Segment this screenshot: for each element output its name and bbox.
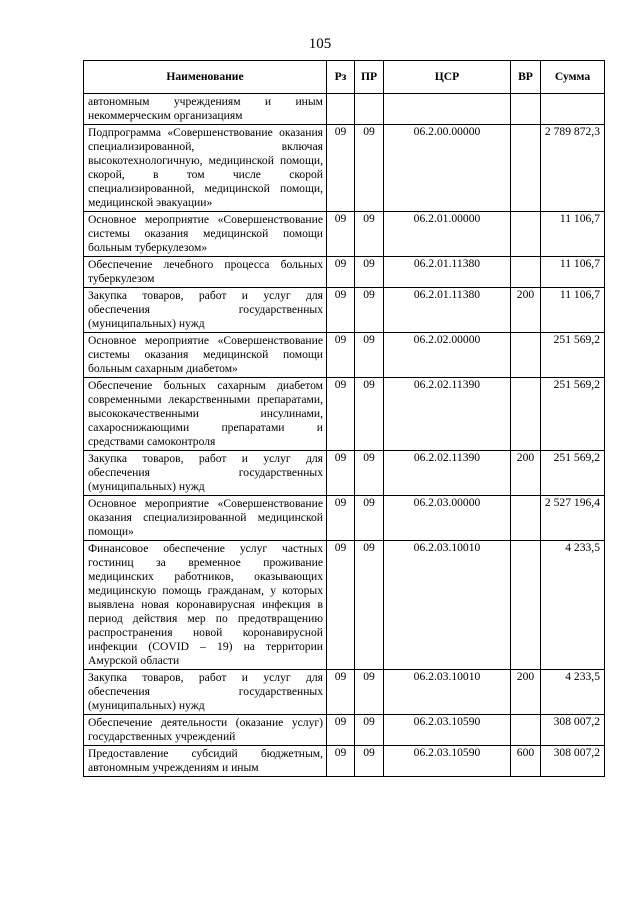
row-sum: 308 007,2 xyxy=(541,715,605,746)
row-pr: 09 xyxy=(355,378,384,451)
row-csr: 06.2.01.11380 xyxy=(384,288,511,333)
row-csr: 06.2.01.00000 xyxy=(384,212,511,257)
row-rz xyxy=(327,94,355,125)
row-csr: 06.2.02.00000 xyxy=(384,333,511,378)
row-pr: 09 xyxy=(355,451,384,496)
row-pr: 09 xyxy=(355,288,384,333)
row-name: Подпрограмма «Совершенствование оказания специализированной, включая высокотехнологичную, медицинской помощи, скорой, в том числе скорой специализированной, медицинской помощи, медицинской эвакуации» xyxy=(84,125,327,212)
row-pr: 09 xyxy=(355,125,384,212)
row-rz: 09 xyxy=(327,212,355,257)
row-pr: 09 xyxy=(355,212,384,257)
row-vr: 600 xyxy=(511,746,541,777)
row-sum: 251 569,2 xyxy=(541,451,605,496)
row-name: Обеспечение лечебного процесса больных туберкулезом xyxy=(84,257,327,288)
header-pr: ПР xyxy=(355,61,384,94)
row-vr xyxy=(511,333,541,378)
row-vr: 200 xyxy=(511,451,541,496)
header-csr: ЦСР xyxy=(384,61,511,94)
row-sum: 11 106,7 xyxy=(541,212,605,257)
header-vr: ВР xyxy=(511,61,541,94)
row-name: Закупка товаров, работ и услуг для обеспечения государственных (муниципальных) нужд xyxy=(84,288,327,333)
row-sum: 11 106,7 xyxy=(541,288,605,333)
row-pr: 09 xyxy=(355,333,384,378)
row-pr: 09 xyxy=(355,746,384,777)
row-sum: 2 789 872,3 xyxy=(541,125,605,212)
row-csr: 06.2.02.11390 xyxy=(384,451,511,496)
page-number: 105 xyxy=(308,36,332,52)
row-name: автономным учреждениям и иным некоммерческим организациям xyxy=(84,94,327,125)
row-name: Обеспечение деятельности (оказание услуг) государственных учреждений xyxy=(84,715,327,746)
row-name: Закупка товаров, работ и услуг для обеспечения государственных (муниципальных) нужд xyxy=(84,451,327,496)
table-row xyxy=(84,496,605,541)
header-rz: Рз xyxy=(327,61,355,94)
row-name: Основное мероприятие «Совершенствование системы оказания медицинской помощи больным туберкулезом» xyxy=(84,212,327,257)
row-sum: 2 527 196,4 xyxy=(541,496,605,541)
row-csr: 06.2.03.10010 xyxy=(384,670,511,715)
row-pr: 09 xyxy=(355,541,384,670)
row-sum: 11 106,7 xyxy=(541,257,605,288)
row-vr xyxy=(511,257,541,288)
row-csr: 06.2.01.11380 xyxy=(384,257,511,288)
row-rz: 09 xyxy=(327,125,355,212)
row-vr xyxy=(511,541,541,670)
table-row xyxy=(84,94,605,125)
table-row xyxy=(84,125,605,212)
row-vr: 200 xyxy=(511,670,541,715)
row-rz: 09 xyxy=(327,496,355,541)
row-vr xyxy=(511,715,541,746)
row-pr: 09 xyxy=(355,257,384,288)
row-csr: 06.2.02.11390 xyxy=(384,378,511,451)
row-pr: 09 xyxy=(355,496,384,541)
row-name: Закупка товаров, работ и услуг для обеспечения государственных (муниципальных) нужд xyxy=(84,670,327,715)
row-rz: 09 xyxy=(327,746,355,777)
header-name: Наименование xyxy=(84,61,327,94)
row-vr xyxy=(511,212,541,257)
row-vr xyxy=(511,378,541,451)
row-rz: 09 xyxy=(327,378,355,451)
table-row xyxy=(84,333,605,378)
row-name: Финансовое обеспечение услуг частных гостиниц за временное проживание медицинских работников, оказывающих медицинскую помощь гражданам, у которых выявлена новая коронавирусная инфекция в период действия мер по предотвращению распространения новой коронавирусной инфекции (COVID – 19) на территории Амурской области xyxy=(84,541,327,670)
row-name: Предоставление субсидий бюджетным, автономным учреждениям и иным xyxy=(84,746,327,777)
row-csr: 06.2.03.00000 xyxy=(384,496,511,541)
row-vr xyxy=(511,125,541,212)
row-csr: 06.2.03.10590 xyxy=(384,746,511,777)
table-row xyxy=(84,746,605,777)
row-csr: 06.2.03.10010 xyxy=(384,541,511,670)
row-rz: 09 xyxy=(327,257,355,288)
row-sum: 251 569,2 xyxy=(541,378,605,451)
table-row xyxy=(84,378,605,451)
row-name: Основное мероприятие «Совершенствование оказания специализированной медицинской помощи» xyxy=(84,496,327,541)
row-sum xyxy=(541,94,605,125)
row-vr xyxy=(511,496,541,541)
row-sum: 4 233,5 xyxy=(541,541,605,670)
row-rz: 09 xyxy=(327,333,355,378)
row-sum: 308 007,2 xyxy=(541,746,605,777)
header-sum: Сумма xyxy=(541,61,605,94)
row-csr xyxy=(384,94,511,125)
row-rz: 09 xyxy=(327,288,355,333)
row-vr: 200 xyxy=(511,288,541,333)
table-header-row xyxy=(84,61,605,94)
row-sum: 251 569,2 xyxy=(541,333,605,378)
table-row xyxy=(84,288,605,333)
row-csr: 06.2.00.00000 xyxy=(384,125,511,212)
row-sum: 4 233,5 xyxy=(541,670,605,715)
row-rz: 09 xyxy=(327,670,355,715)
row-pr: 09 xyxy=(355,715,384,746)
row-pr xyxy=(355,94,384,125)
table-row xyxy=(84,715,605,746)
row-rz: 09 xyxy=(327,451,355,496)
row-name: Обеспечение больных сахарным диабетом современными лекарственными препаратами, высококачественными инсулинами, сахароснижающими препаратами и средствами самоконтроля xyxy=(84,378,327,451)
row-name: Основное мероприятие «Совершенствование системы оказания медицинской помощи больным сахарным диабетом» xyxy=(84,333,327,378)
row-pr: 09 xyxy=(355,670,384,715)
table-row xyxy=(84,257,605,288)
row-rz: 09 xyxy=(327,715,355,746)
row-rz: 09 xyxy=(327,541,355,670)
table-row xyxy=(84,451,605,496)
table-row xyxy=(84,541,605,670)
row-vr xyxy=(511,94,541,125)
table-row xyxy=(84,212,605,257)
table-row xyxy=(84,670,605,715)
row-csr: 06.2.03.10590 xyxy=(384,715,511,746)
budget-table xyxy=(83,60,605,777)
